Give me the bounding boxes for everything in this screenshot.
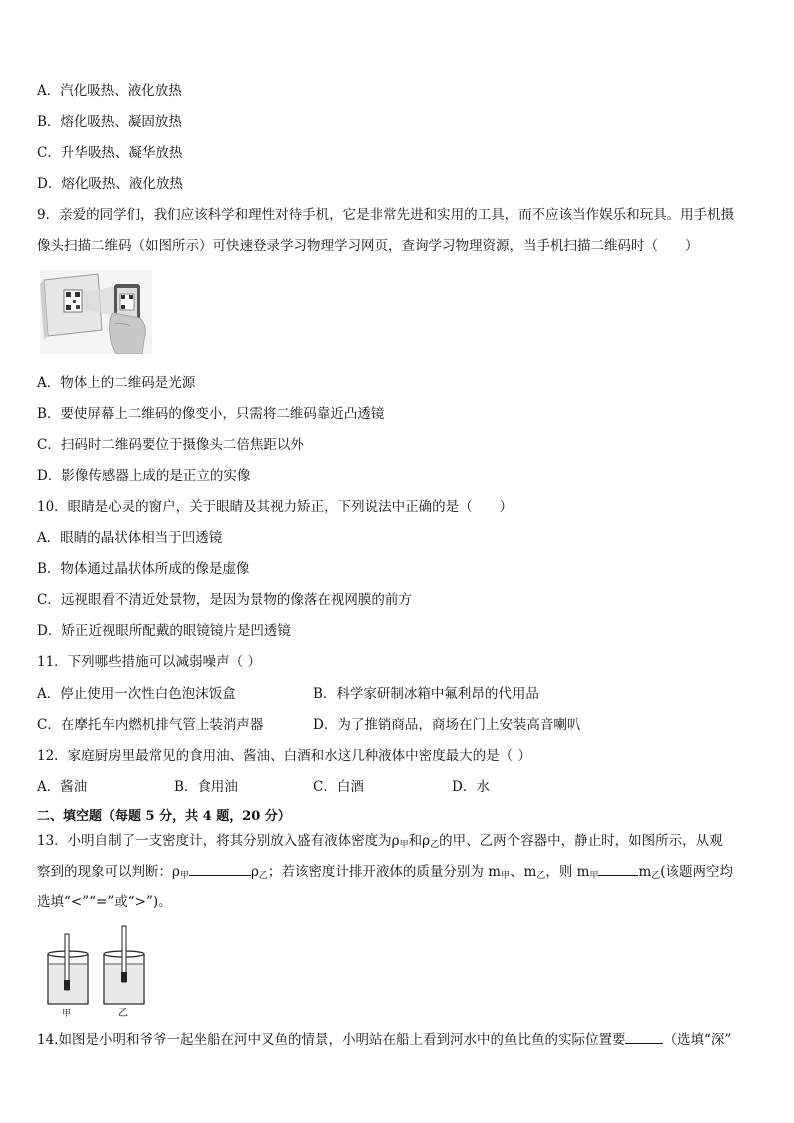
q11-option-a: A．停止使用一次性白色泡沫饭盒 <box>37 686 236 702</box>
q13-text: (该题两空均 <box>660 864 734 880</box>
q14-text: （选填“深” <box>663 1032 732 1048</box>
q13-text: 的甲、乙两个容器中，静止时，如图所示，从观 <box>439 833 723 849</box>
q9-option-b: B．要使屏幕上二维码的像变小，只需将二维码靠近凸透镜 <box>37 406 385 422</box>
q11-option-c: C．在摩托车内燃机排气管上装消声器 <box>37 717 264 733</box>
rho-jia-subscript: 甲 <box>399 840 409 850</box>
q13-text: ρ <box>250 864 259 880</box>
blank-2[interactable] <box>598 862 638 876</box>
blank-1[interactable] <box>189 862 251 876</box>
qr-scan-figure <box>40 270 152 354</box>
q13-text: ，则 m <box>545 864 590 880</box>
q10-option-b: B．物体通过晶状体所成的像是虚像 <box>37 561 250 577</box>
q13-text: 13．小明自制了一支密度计，将其分别放入盛有液体密度为ρ <box>37 833 400 849</box>
q13-line2 <box>37 862 733 885</box>
m-jia-subscript: 甲 <box>589 871 599 881</box>
q12-option-d: D．水 <box>452 779 490 795</box>
section2-title: 二、填空题（每题 5 分，共 4 题，20 分） <box>37 809 291 824</box>
q14-text: 14.如图是小明和爷爷一起坐船在河中叉鱼的情景，小明站在船上看到河水中的鱼比鱼的实际位置要 <box>37 1032 626 1048</box>
q9-option-c: C．扫码时二维码要位于摄像头二倍焦距以外 <box>37 437 304 453</box>
q12-option-b: B．食用油 <box>174 779 238 795</box>
q10-option-a: A．眼睛的晶状体相当于凹透镜 <box>37 530 223 546</box>
q14-line1 <box>37 1030 731 1049</box>
hydrometer-figure <box>44 922 148 1020</box>
m-yi-subscript: 乙 <box>536 871 546 881</box>
q10-stem: 10．眼睛是心灵的窗户，关于眼睛及其视力矫正，下列说法中正确的是（ ） <box>37 499 514 515</box>
q11-options-row2 <box>37 716 580 734</box>
q13-text: 和ρ <box>408 833 431 849</box>
q12-options-row <box>37 778 490 796</box>
q11-option-d: D．为了推销商品，商场在门上安装高音喇叭 <box>313 717 581 733</box>
blank-3[interactable] <box>625 1030 663 1044</box>
q12-option-c: C．白酒 <box>313 779 364 795</box>
m-jia-subscript: 甲 <box>501 871 511 881</box>
q9-option-d: D．影像传感器上成的是正立的实像 <box>37 468 251 484</box>
q8-option-d: D．熔化吸热、液化放热 <box>37 176 183 192</box>
q13-text: 、m <box>510 864 537 880</box>
q13-line1 <box>37 832 723 854</box>
q12-option-a: A．酱油 <box>37 779 88 795</box>
rho-jia-subscript: 甲 <box>179 871 189 881</box>
q8-option-a: A．汽化吸热、液化放热 <box>37 83 182 99</box>
q8-option-c: C．升华吸热、凝华放热 <box>37 145 183 161</box>
q13-text: 察到的现象可以判断：ρ <box>37 864 180 880</box>
q11-options-row1 <box>37 685 539 703</box>
q13-text: ；若该密度计排开液体的质量分别为 m <box>267 864 501 880</box>
q10-option-c: C．远视眼看不清近处景物，是因为景物的像落在视网膜的前方 <box>37 592 412 608</box>
q12-stem: 12．家庭厨房里最常见的食用油、酱油、白酒和水这几种液体中密度最大的是（ ） <box>37 748 531 764</box>
rho-yi-subscript: 乙 <box>258 871 268 881</box>
hydrometer-containers <box>44 922 148 1020</box>
q8-option-b: B．熔化吸热、凝固放热 <box>37 114 182 130</box>
q13-line3: 选填“<”“=”或“>”)。 <box>37 894 172 910</box>
qr-scan-illustration <box>40 270 152 354</box>
q9-stem-line2: 像头扫描二维码（如图所示）可快速登录学习物理学习网页，查询学习物理资源，当手机扫描二维码时（ ） <box>37 238 699 254</box>
q13-text: m <box>638 864 652 880</box>
q11-stem: 11．下列哪些措施可以减弱噪声（ ） <box>37 654 261 670</box>
q10-option-d: D．矫正近视眼所配戴的眼镜镜片是凹透镜 <box>37 623 291 639</box>
m-yi-subscript: 乙 <box>651 871 661 881</box>
q11-option-b: B．科学家研制冰箱中氟利昂的代用品 <box>313 686 539 702</box>
q9-option-a: A．物体上的二维码是光源 <box>37 375 196 391</box>
label-jia: 甲 <box>62 1009 72 1019</box>
label-yi: 乙 <box>118 1008 128 1019</box>
q9-stem-line1: 9．亲爱的同学们，我们应该科学和理性对待手机，它是非常先进和实用的工具，而不应该当作娱乐和玩具。用手机摄 <box>37 207 735 223</box>
rho-yi-subscript: 乙 <box>430 840 440 850</box>
